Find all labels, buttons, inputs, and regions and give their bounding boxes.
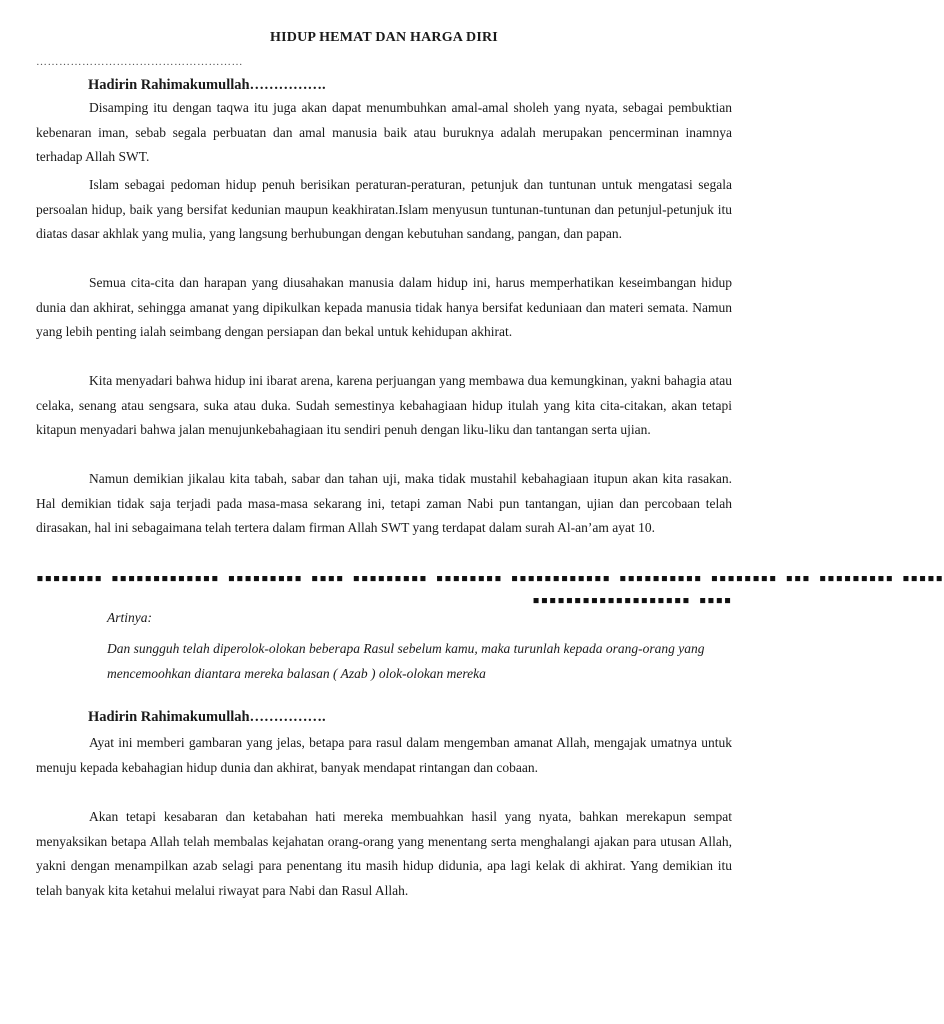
- arabic-verse: [36, 568, 944, 612]
- paragraph: Islam sebagai pedoman hidup penuh berisikan peraturan-peraturan, petunjuk dan tuntunan untuk mengatasi segala persoalan hidup, baik yang bersifat kedunian maupun keakhiratan.Islam menyusun tuntunan-tuntunan dan petunjul-petunjuk itu diatas dasar akhlak yang mulia, yang langsung berhubungan dengan kebutuhan sandang, pangan, dan papan.: [36, 177, 732, 241]
- arabic-verse-line: ▪▪▪▪▪▪▪▪ ▪▪▪▪▪▪▪▪▪▪▪▪▪ ▪▪▪▪▪▪▪▪▪ ▪▪▪▪ ▪▪▪▪▪▪▪▪▪ ▪▪▪▪▪▪▪▪ ▪▪▪▪▪▪▪▪▪▪▪▪ ▪▪▪▪▪▪▪▪▪▪ ▪▪▪▪▪▪▪▪ ▪▪▪ ▪▪▪▪▪▪▪▪▪ ▪▪▪▪▪: [36, 571, 944, 586]
- translation-text: Dan sungguh telah diperolok-olokan beberapa Rasul sebelum kamu, maka turunlah kepada orang-orang yang mencemoohkan diantara mereka balasan ( Azab ) olok-olokan mereka: [107, 641, 705, 681]
- paragraph: Akan tetapi kesabaran dan ketabahan hati mereka membuahkan hasil yang nyata, bahkan merekapun sempat menyaksikan betapa Allah telah membalas kejahatan orang-orang yang menentang serta menghalangi ajakan para utusan Allah, yakni dengan menampilkan azab selagi para penentang itu masih hidup didunia, apa lagi kelak di akhirat. Yang demikian itu telah banyak kita ketahui melalui riwayat para Nabi dan Rasul Allah.: [36, 809, 732, 898]
- dotted-line: ………………………………………………: [36, 56, 243, 68]
- greeting-heading: Hadirin Rahimakumullah…………….: [88, 709, 326, 725]
- paragraph: Kita menyadari bahwa hidup ini ibarat arena, karena perjuangan yang membawa dua kemungkinan, yakni bahagia atau celaka, senang atau sengsara, suka atau duka. Sudah semestinya kebahagiaan hidup itulah yang kita cita-citakan, akan tetapi kitapun menyadari bahwa jalan menujunkebahagiaan itu sendiri penuh dengan liku-liku dan tantangan serta ujian.: [36, 373, 732, 437]
- paragraph: Ayat ini memberi gambaran yang jelas, betapa para rasul dalam mengemban amanat Allah, mengajak umatnya untuk menuju kepada kebahagian hidup dunia dan akhirat, banyak mendapat rintangan dan cobaan.: [36, 735, 732, 775]
- document-title: HIDUP HEMAT DAN HARGA DIRI: [270, 30, 498, 45]
- arabic-verse-line: ▪▪▪▪▪▪▪▪▪▪▪▪▪▪▪▪▪▪▪ ▪▪▪▪: [532, 593, 732, 608]
- greeting-heading: Hadirin Rahimakumullah…………….: [88, 77, 326, 93]
- paragraph: Semua cita-cita dan harapan yang diusahakan manusia dalam hidup ini, harus memperhatikan keseimbangan hidup dunia dan akhirat, sehingga amanat yang dipikulkan kepada manusia tidak hanya bersifat keduniaan dan materi semata. Namun yang lebih penting ialah seimbang dengan persiapan dan bekal untuk kehidupan akhirat.: [36, 275, 732, 339]
- translation-label: Artinya:: [107, 610, 152, 625]
- paragraph: Disamping itu dengan taqwa itu juga akan dapat menumbuhkan amal-amal sholeh yang nyata, sebagai pembuktian kebenaran iman, sebab segala perbuatan dan amal manusia baik atau buruknya adalah merupakan pencerminan inamnya terhadap Allah SWT.: [36, 100, 732, 164]
- paragraph: Namun demikian jikalau kita tabah, sabar dan tahan uji, maka tidak mustahil kebahagiaan itupun akan kita rasakan. Hal demikian tidak saja terjadi pada masa-masa sekarang ini, tetapi zaman Nabi pun tantangan, ujian dan percobaan telah dirasakan, hal ini sebagaimana telah tertera dalam firman Allah SWT yang terdapat dalam surah Al-an’am ayat 10.: [36, 471, 732, 535]
